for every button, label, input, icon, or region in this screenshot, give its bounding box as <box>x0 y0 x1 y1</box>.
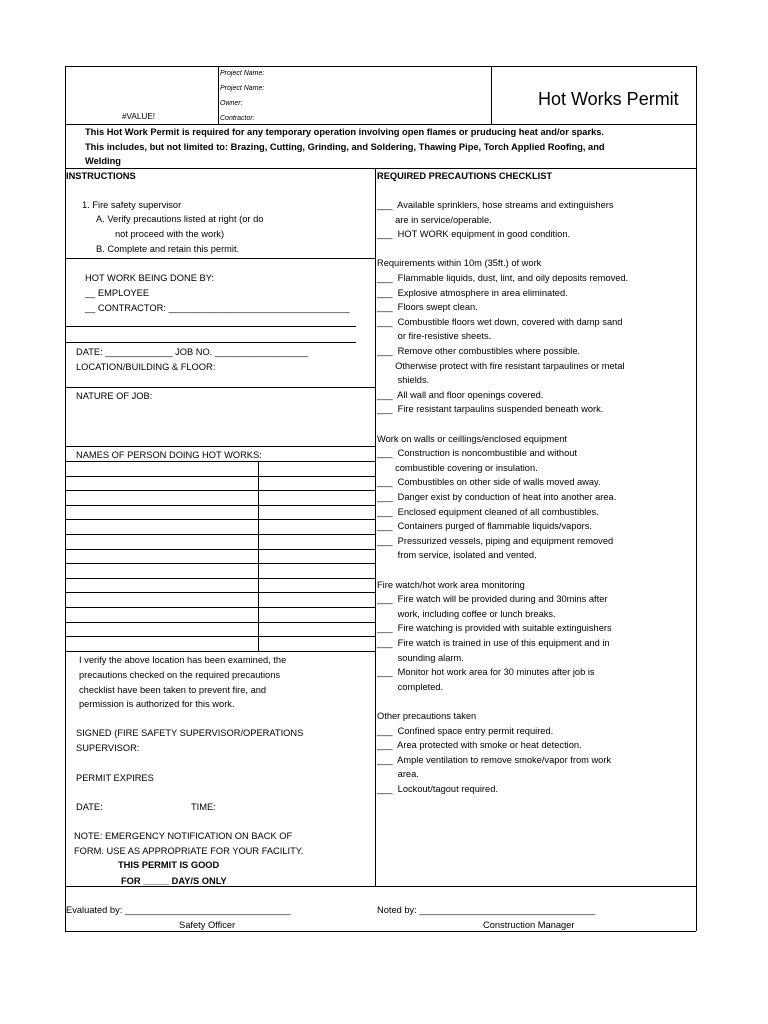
intro-line: This Hot Work Permit is required for any temporary operation involving open flames or pruducing heat and/or sparks. <box>85 127 605 137</box>
note-line: FORM. USE AS APPROPRIATE FOR YOUR FACILITY. <box>74 846 304 856</box>
signed-label: SIGNED (FIRE SAFETY SUPERVISOR/OPERATIONS <box>76 728 304 738</box>
checklist-line: from service, isolated and vented. <box>377 550 537 561</box>
instruction-step: B. Complete and retain this permit. <box>96 244 240 254</box>
frame-top <box>65 66 696 67</box>
note-line: NOTE: EMERGENCY NOTIFICATION ON BACK OF <box>74 831 293 841</box>
verify-line: checklist have been taken to prevent fire, and <box>79 685 267 695</box>
header-divider-left <box>218 66 219 124</box>
construction-manager-label: Construction Manager <box>483 920 575 930</box>
signed-label[interactable]: SUPERVISOR: <box>76 743 140 753</box>
nature-of-job-field[interactable]: NATURE OF JOB: <box>76 391 153 401</box>
checklist-line[interactable]: ___ Lockout/tagout required. <box>377 784 498 794</box>
intro-line: This includes, but not limited to: Brazing, Cutting, Grinding, and Soldering, Thawing Pipe, Torch Applied Roofing, and <box>85 142 605 152</box>
names-table-row-line <box>65 622 375 623</box>
project-name-label: Project Name: <box>220 70 265 77</box>
left-section-line <box>65 446 375 447</box>
hot-work-by-label: HOT WORK BEING DONE BY: <box>85 273 214 283</box>
permit-good-line: THIS PERMIT IS GOOD <box>118 860 220 870</box>
checklist-heading: REQUIRED PRECAUTIONS CHECKLIST <box>377 171 553 181</box>
names-table-row-line <box>65 578 375 579</box>
verify-line: permission is authorized for this work. <box>79 699 235 709</box>
value-cell: #VALUE! <box>122 112 156 121</box>
names-table-row-line <box>65 534 375 535</box>
instruction-step: 1. Fire safety supervisor <box>82 200 182 210</box>
names-table-col-line <box>258 461 259 651</box>
checklist-line[interactable]: ___ Combustible floors wet down, covered with damp sand <box>377 316 623 327</box>
owner-label: Owner: <box>220 100 243 107</box>
left-section-line <box>65 342 356 343</box>
checklist-line: are in service/operable. <box>377 214 492 225</box>
checklist-line[interactable]: ___ Explosive atmosphere in area eliminated. <box>377 287 568 298</box>
checklist-line: sounding alarm. <box>377 652 464 663</box>
checklist-line: completed. <box>377 681 444 692</box>
checklist-line[interactable]: ___ Floors swept clean. <box>377 302 478 313</box>
left-section-line <box>65 326 356 327</box>
checklist-line[interactable]: ___ Monitor hot work area for 30 minutes after job is <box>377 667 595 678</box>
checklist-line[interactable]: ___ Enclosed equipment cleaned of all combustibles. <box>377 506 599 517</box>
checklist-line: shields. <box>377 375 430 386</box>
project-name-label: Project Name: <box>220 85 265 92</box>
checklist-line[interactable]: ___ Fire resistant tarpaulins suspended beneath work. <box>377 404 604 415</box>
checklist-line[interactable]: ___ Area protected with smoke or heat detection. <box>377 740 582 751</box>
contractor-label: Contractor: <box>220 115 255 122</box>
names-table-row-line <box>65 549 375 550</box>
names-table-row-line <box>65 505 375 506</box>
instruction-step: not proceed with the work) <box>115 229 225 239</box>
verify-line: I verify the above location has been examined, the <box>79 655 287 665</box>
checklist-line[interactable]: ___ Ample ventilation to remove smoke/vapor from work <box>377 754 612 765</box>
header-bottom-line <box>65 124 696 125</box>
names-table-row-line <box>65 490 375 491</box>
checklist-line: Fire watch/hot work area monitoring <box>377 579 525 590</box>
names-table-row-line <box>65 563 375 564</box>
frame-left <box>65 66 66 931</box>
column-divider <box>375 168 376 886</box>
left-section-line <box>65 258 375 259</box>
checklist-line: Requirements within 10m (35ft.) of work <box>377 258 542 269</box>
intro-line: Welding <box>85 156 121 166</box>
checklist-line[interactable]: ___ Available sprinklers, hose streams and extinguishers <box>377 200 614 210</box>
checklist-line[interactable]: ___ HOT WORK equipment in good condition. <box>377 229 571 240</box>
checklist-line[interactable]: ___ Confined space entry permit required. <box>377 725 554 736</box>
evaluated-by-field[interactable]: Evaluated by: ________________________________ <box>66 905 291 915</box>
names-table-row-line <box>65 636 375 637</box>
safety-officer-label: Safety Officer <box>179 920 236 930</box>
names-table-row-line <box>65 461 375 462</box>
time-label[interactable]: TIME: <box>191 802 216 812</box>
checklist-line[interactable]: ___ Pressurized vessels, piping and equipment removed <box>377 535 614 546</box>
checklist-line: or fire-resistive sheets. <box>377 331 492 342</box>
contractor-option[interactable]: __ CONTRACTOR: ___________________________________ <box>85 303 350 313</box>
instruction-step: A. Verify precautions listed at right (or do <box>96 214 264 224</box>
permit-good-line[interactable]: FOR _____ DAY/S ONLY <box>121 876 227 886</box>
names-table-row-line <box>65 592 375 593</box>
checklist-line: work, including coffee or lunch breaks. <box>377 608 556 619</box>
checklist-line: Work on walls or ceillings/enclosed equipment <box>377 433 567 444</box>
employee-option[interactable]: __ EMPLOYEE <box>85 288 150 298</box>
noted-by-field[interactable]: Noted by: __________________________________ <box>377 905 596 915</box>
names-table-row-line <box>65 607 375 608</box>
header-divider-right <box>491 66 492 124</box>
location-field[interactable]: LOCATION/BUILDING & FLOOR: <box>76 362 216 372</box>
page-title: Hot Works Permit <box>538 89 679 109</box>
intro-bottom-line <box>65 168 696 169</box>
instructions-heading: INSTRUCTIONS <box>66 171 136 181</box>
frame-right <box>696 66 697 931</box>
checklist-line[interactable]: ___ Danger exist by conduction of heat into another area. <box>377 492 617 502</box>
permit-expires-label[interactable]: PERMIT EXPIRES <box>76 773 154 783</box>
date-label[interactable]: DATE: <box>76 802 103 812</box>
checklist-line: area. <box>377 769 419 780</box>
frame-bottom <box>65 931 696 932</box>
checklist-line[interactable]: ___ Fire watching is provided with suitable extinguishers <box>377 623 612 634</box>
names-heading: NAMES OF PERSON DOING HOT WORKS: <box>76 450 262 460</box>
checklist-line[interactable]: ___ Flammable liquids, dust, lint, and oily deposits removed. <box>377 273 629 283</box>
names-table-row-line <box>65 519 375 520</box>
checklist-line[interactable]: ___ Fire watch is trained in use of this equipment and in <box>377 638 610 648</box>
date-job-field[interactable]: DATE: _____________ JOB NO. __________________ <box>76 347 308 357</box>
names-table-row-line <box>65 651 375 652</box>
checklist-line[interactable]: ___ Fire watch will be provided during and 30mins after <box>377 594 608 605</box>
checklist-line[interactable]: ___ Construction is noncombustible and without <box>377 448 578 459</box>
checklist-line[interactable]: ___ Containers purged of flammable liquids/vapors. <box>377 521 592 532</box>
checklist-line[interactable]: ___ Remove other combustibles where possible. <box>377 346 581 356</box>
verify-line: precautions checked on the required precautions <box>79 670 281 680</box>
checklist-line: Otherwise protect with fire resistant tarpaulines or metal <box>377 360 625 371</box>
names-table-row-line <box>65 476 375 477</box>
checklist-line: Other precautions taken <box>377 711 477 721</box>
checklist-line: combustible covering or insulation. <box>377 462 538 473</box>
checklist-line[interactable]: ___ Combustibles on other side of walls moved away. <box>377 477 601 488</box>
checklist-line[interactable]: ___ All wall and floor openings covered. <box>377 389 544 400</box>
left-section-line <box>65 387 375 388</box>
